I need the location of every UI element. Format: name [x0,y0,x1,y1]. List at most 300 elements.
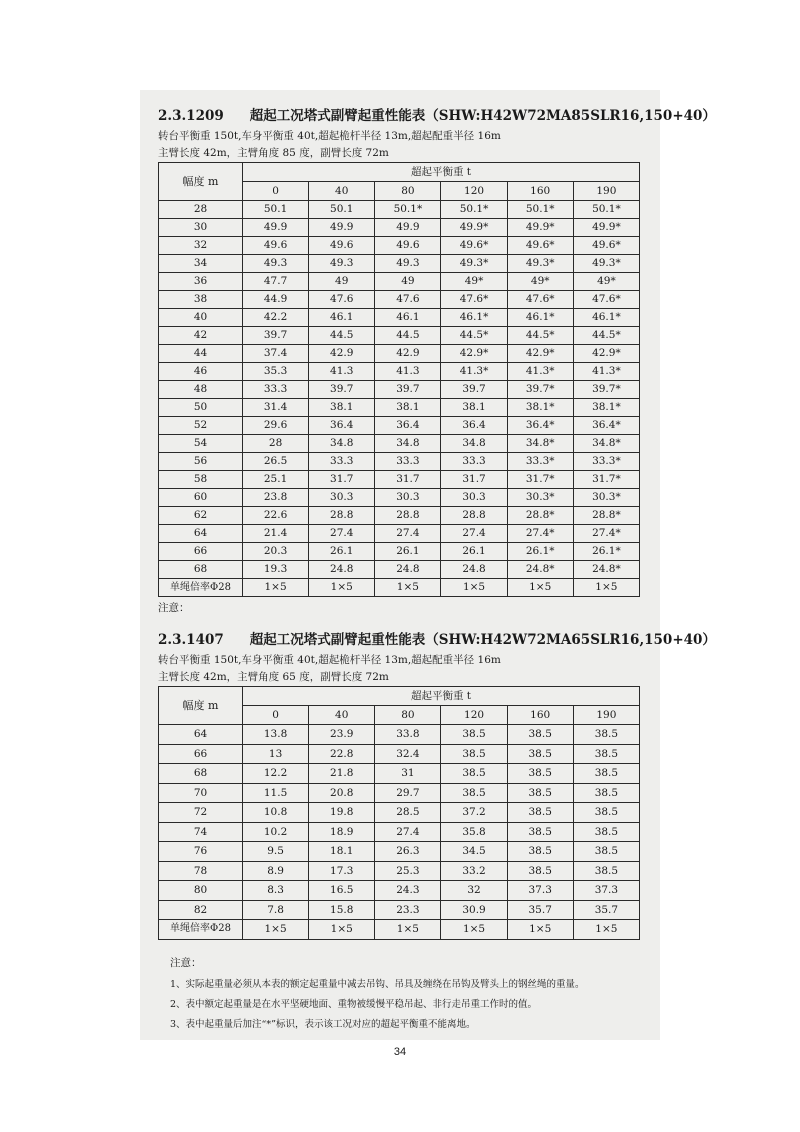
radius-cell: 56 [159,453,243,471]
capacity-cell: 44.9 [243,291,309,309]
capacity-cell: 46.1* [507,309,573,327]
capacity-cell: 32 [441,881,507,901]
capacity-cell: 26.5 [243,453,309,471]
capacity-cell: 32.4 [375,744,441,764]
capacity-cell: 35.8 [441,822,507,842]
radius-cell: 74 [159,822,243,842]
counterweight-column-header: 160 [507,182,573,201]
capacity-cell: 18.1 [309,842,375,862]
capacity-cell: 33.3 [441,453,507,471]
capacity-cell: 31.7 [375,471,441,489]
capacity-cell: 42.9 [375,345,441,363]
capacity-cell: 38.1 [441,399,507,417]
capacity-cell: 41.3* [441,363,507,381]
capacity-cell: 1×5 [573,920,639,940]
capacity-cell: 22.6 [243,507,309,525]
capacity-cell: 50.1* [573,201,639,219]
capacity-cell: 44.5 [309,327,375,345]
capacity-cell: 38.5 [507,803,573,823]
radius-cell: 60 [159,489,243,507]
capacity-cell: 50.1 [243,201,309,219]
capacity-cell: 38.5 [507,861,573,881]
radius-cell: 68 [159,764,243,784]
capacity-cell: 50.1* [441,201,507,219]
capacity-cell: 49* [441,273,507,291]
capacity-cell: 49.9* [573,219,639,237]
capacity-cell: 42.9* [507,345,573,363]
table-row [159,920,640,940]
capacity-cell: 30.3* [507,489,573,507]
capacity-cell: 49.6 [375,237,441,255]
counterweight-column-header: 80 [375,182,441,201]
counterweight-column-header: 190 [573,706,639,725]
section-heading [158,628,716,648]
capacity-cell: 49.6 [243,237,309,255]
capacity-cell: 27.4 [441,525,507,543]
radius-cell: 82 [159,900,243,920]
radius-cell: 46 [159,363,243,381]
table-row [159,327,640,345]
radius-column-header: 幅度 m [159,163,243,201]
capacity-cell: 30.3* [573,489,639,507]
capacity-cell: 39.7 [243,327,309,345]
table-row [159,435,640,453]
table-row [159,219,640,237]
capacity-cell: 11.5 [243,783,309,803]
capacity-cell: 26.3 [375,842,441,862]
radius-cell: 66 [159,744,243,764]
capacity-cell: 38.5 [441,764,507,784]
capacity-cell: 31.7 [441,471,507,489]
capacity-cell: 1×5 [375,579,441,597]
capacity-cell: 41.3* [573,363,639,381]
capacity-cell: 44.5* [573,327,639,345]
table-row [159,525,640,543]
section-heading [158,104,716,124]
capacity-cell: 20.3 [243,543,309,561]
counterweight-column-header: 0 [243,706,309,725]
capacity-cell: 30.9 [441,900,507,920]
section-2-3-1209 [158,104,716,615]
table-row [159,764,640,784]
capacity-cell: 49.3 [309,255,375,273]
counterweight-group-header: 超起平衡重 t [243,687,640,706]
capacity-cell: 26.1 [441,543,507,561]
counterweight-column-header: 160 [507,706,573,725]
capacity-cell: 26.1* [573,543,639,561]
capacity-cell: 9.5 [243,842,309,862]
table-row [159,744,640,764]
capacity-cell: 27.4* [573,525,639,543]
radius-cell: 64 [159,525,243,543]
capacity-cell: 28.8* [573,507,639,525]
capacity-cell: 38.5 [441,783,507,803]
capacity-cell: 24.8 [441,561,507,579]
radius-cell: 70 [159,783,243,803]
capacity-cell: 38.5 [573,803,639,823]
notes-block [170,955,650,1036]
capacity-cell: 17.3 [309,861,375,881]
radius-cell: 54 [159,435,243,453]
counterweight-column-header: 40 [309,182,375,201]
table-row [159,201,640,219]
capacity-cell: 27.4 [375,525,441,543]
capacity-cell: 38.1* [507,399,573,417]
capacity-cell: 24.8* [573,561,639,579]
radius-cell: 32 [159,237,243,255]
page-number: 34 [393,1046,407,1058]
capacity-cell: 35.3 [243,363,309,381]
table-row [159,363,640,381]
capacity-cell: 27.4* [507,525,573,543]
note-item-3: 3、表中起重量后加注“*”标识，表示该工况对应的超起平衡重不能离地。 [170,1019,476,1030]
capacity-cell: 1×5 [243,579,309,597]
table-row [159,861,640,881]
counterweight-column-header: 190 [573,182,639,201]
capacity-cell: 7.8 [243,900,309,920]
capacity-cell: 49.3* [573,255,639,273]
radius-cell: 58 [159,471,243,489]
capacity-cell: 25.1 [243,471,309,489]
capacity-cell: 31.4 [243,399,309,417]
capacity-cell: 38.5 [573,861,639,881]
capacity-cell: 20.8 [309,783,375,803]
capacity-cell: 42.2 [243,309,309,327]
capacity-cell: 10.8 [243,803,309,823]
capacity-cell: 49.9 [309,219,375,237]
capacity-cell: 38.5 [507,764,573,784]
capacity-cell: 31 [375,764,441,784]
capacity-cell: 29.7 [375,783,441,803]
capacity-cell: 34.8 [441,435,507,453]
table-row [159,803,640,823]
section-number: 2.3.1209 [158,108,224,124]
capacity-cell: 28.5 [375,803,441,823]
capacity-cell: 23.9 [309,725,375,745]
section-title: 超起工况塔式副臂起重性能表（SHW:H42W72MA85SLR16,150+40） [249,108,716,124]
load-chart-table-1 [158,162,640,597]
radius-cell: 38 [159,291,243,309]
capacity-cell: 38.5 [441,744,507,764]
table-row [159,381,640,399]
capacity-cell: 31.7* [507,471,573,489]
table-row [159,471,640,489]
capacity-cell: 28.8 [309,507,375,525]
capacity-cell: 1×5 [441,920,507,940]
section-number: 2.3.1407 [158,632,224,648]
table-row [159,507,640,525]
capacity-cell: 34.5 [441,842,507,862]
table-row [159,783,640,803]
radius-cell: 62 [159,507,243,525]
radius-cell: 52 [159,417,243,435]
capacity-cell: 47.7 [243,273,309,291]
capacity-cell: 38.5 [573,764,639,784]
note-label: 注意： [158,602,190,614]
radius-cell: 36 [159,273,243,291]
table-row [159,489,640,507]
radius-cell: 64 [159,725,243,745]
capacity-cell: 27.4 [375,822,441,842]
capacity-cell: 38.5 [573,842,639,862]
radius-cell: 40 [159,309,243,327]
capacity-cell: 33.3* [507,453,573,471]
capacity-cell: 49 [309,273,375,291]
table-row [159,822,640,842]
capacity-cell: 21.8 [309,764,375,784]
counterweight-column-header: 120 [441,182,507,201]
capacity-cell: 38.5 [573,725,639,745]
capacity-cell: 35.7 [507,900,573,920]
capacity-cell: 23.8 [243,489,309,507]
capacity-cell: 33.3 [375,453,441,471]
capacity-cell: 38.1 [309,399,375,417]
capacity-cell: 1×5 [309,920,375,940]
capacity-cell: 38.5 [573,783,639,803]
capacity-cell: 49.3* [507,255,573,273]
table-row [159,309,640,327]
capacity-cell: 37.4 [243,345,309,363]
table-row [159,291,640,309]
capacity-cell: 41.3* [507,363,573,381]
capacity-cell: 33.2 [441,861,507,881]
capacity-cell: 38.1 [375,399,441,417]
radius-cell: 78 [159,861,243,881]
table-row [159,561,640,579]
capacity-cell: 50.1* [507,201,573,219]
table-row [159,900,640,920]
counterweight-column-header: 80 [375,706,441,725]
capacity-cell: 8.9 [243,861,309,881]
capacity-cell: 33.3 [243,381,309,399]
capacity-cell: 25.3 [375,861,441,881]
capacity-cell: 49.9* [507,219,573,237]
capacity-cell: 46.1 [309,309,375,327]
section-title: 超起工况塔式副臂起重性能表（SHW:H42W72MA65SLR16,150+40） [249,632,716,648]
capacity-cell: 1×5 [309,579,375,597]
radius-cell: 44 [159,345,243,363]
capacity-cell: 10.2 [243,822,309,842]
capacity-cell: 13.8 [243,725,309,745]
capacity-cell: 47.6* [507,291,573,309]
capacity-cell: 34.8 [375,435,441,453]
capacity-cell: 28.8 [375,507,441,525]
capacity-cell: 1×5 [507,920,573,940]
capacity-cell: 49.6 [309,237,375,255]
table-row [159,881,640,901]
capacity-cell: 23.3 [375,900,441,920]
capacity-cell: 19.8 [309,803,375,823]
radius-cell: 50 [159,399,243,417]
capacity-cell: 49* [573,273,639,291]
capacity-cell: 34.8 [309,435,375,453]
capacity-cell: 38.5 [507,822,573,842]
capacity-cell: 38.1* [573,399,639,417]
capacity-cell: 12.2 [243,764,309,784]
capacity-cell: 38.5 [507,744,573,764]
config-line-1: 转台平衡重 150t,车身平衡重 40t,超起桅杆半径 13m,超起配重半径 16m [158,654,501,666]
capacity-cell: 27.4 [309,525,375,543]
radius-cell: 42 [159,327,243,345]
capacity-cell: 38.5 [507,842,573,862]
capacity-cell: 36.4* [507,417,573,435]
load-chart-table-2 [158,686,640,940]
capacity-cell: 33.3* [573,453,639,471]
capacity-cell: 49.3 [243,255,309,273]
capacity-cell: 36.4 [309,417,375,435]
capacity-cell: 46.1 [375,309,441,327]
config-line-2: 主臂长度 42m，主臂角度 85 度，副臂长度 72m [158,147,389,159]
capacity-cell: 19.3 [243,561,309,579]
capacity-cell: 42.9* [573,345,639,363]
capacity-cell: 35.7 [573,900,639,920]
radius-cell: 单绳倍率Φ28 [159,579,243,597]
capacity-cell: 24.8 [309,561,375,579]
table-row [159,543,640,561]
table-row [159,842,640,862]
capacity-cell: 38.5 [573,822,639,842]
capacity-cell: 1×5 [375,920,441,940]
capacity-cell: 42.9 [309,345,375,363]
capacity-cell: 37.3 [507,881,573,901]
table-row [159,417,640,435]
capacity-cell: 36.4 [375,417,441,435]
table-row [159,453,640,471]
capacity-cell: 38.5 [441,725,507,745]
capacity-cell: 24.8* [507,561,573,579]
capacity-cell: 28.8 [441,507,507,525]
capacity-cell: 44.5* [441,327,507,345]
config-line-2: 主臂长度 42m，主臂角度 65 度，副臂长度 72m [158,671,389,683]
capacity-cell: 24.3 [375,881,441,901]
capacity-cell: 46.1* [441,309,507,327]
radius-cell: 30 [159,219,243,237]
capacity-cell: 38.5 [573,744,639,764]
capacity-cell: 38.5 [507,725,573,745]
capacity-cell: 1×5 [243,920,309,940]
capacity-cell: 39.7 [441,381,507,399]
capacity-cell: 34.8* [573,435,639,453]
radius-cell: 单绳倍率Φ28 [159,920,243,940]
capacity-cell: 37.3 [573,881,639,901]
capacity-cell: 36.4 [441,417,507,435]
capacity-cell: 44.5 [375,327,441,345]
capacity-cell: 28 [243,435,309,453]
capacity-cell: 1×5 [573,579,639,597]
capacity-cell: 28.8* [507,507,573,525]
counterweight-group-header: 超起平衡重 t [243,163,640,182]
capacity-cell: 49.6* [573,237,639,255]
capacity-cell: 49.6* [507,237,573,255]
capacity-cell: 34.8* [507,435,573,453]
radius-column-header: 幅度 m [159,687,243,725]
capacity-cell: 39.7 [309,381,375,399]
capacity-cell: 41.3 [309,363,375,381]
capacity-cell: 26.1* [507,543,573,561]
capacity-cell: 39.7* [573,381,639,399]
radius-cell: 72 [159,803,243,823]
capacity-cell: 16.5 [309,881,375,901]
table-row [159,255,640,273]
capacity-cell: 50.1 [309,201,375,219]
capacity-cell: 30.3 [309,489,375,507]
capacity-cell: 30.3 [441,489,507,507]
capacity-cell: 44.5* [507,327,573,345]
radius-cell: 80 [159,881,243,901]
radius-cell: 48 [159,381,243,399]
table-row [159,237,640,255]
capacity-cell: 1×5 [441,579,507,597]
capacity-cell: 13 [243,744,309,764]
capacity-cell: 26.1 [309,543,375,561]
capacity-cell: 50.1* [375,201,441,219]
capacity-cell: 33.8 [375,725,441,745]
capacity-cell: 15.8 [309,900,375,920]
capacity-cell: 37.2 [441,803,507,823]
capacity-cell: 46.1* [573,309,639,327]
capacity-cell: 49.9* [441,219,507,237]
counterweight-column-header: 40 [309,706,375,725]
capacity-cell: 39.7 [375,381,441,399]
table-row [159,579,640,597]
radius-cell: 34 [159,255,243,273]
capacity-cell: 24.8 [375,561,441,579]
counterweight-column-header: 120 [441,706,507,725]
capacity-cell: 21.4 [243,525,309,543]
capacity-cell: 36.4* [573,417,639,435]
capacity-cell: 49.3* [441,255,507,273]
capacity-cell: 33.3 [309,453,375,471]
capacity-cell: 49.9 [375,219,441,237]
notes-title: 注意： [170,957,202,969]
capacity-cell: 49.6* [441,237,507,255]
table-row [159,273,640,291]
table-row [159,345,640,363]
section-2-3-1407 [158,628,716,940]
capacity-cell: 18.9 [309,822,375,842]
radius-cell: 66 [159,543,243,561]
capacity-cell: 49.3 [375,255,441,273]
radius-cell: 28 [159,201,243,219]
capacity-cell: 31.7 [309,471,375,489]
capacity-cell: 38.5 [507,783,573,803]
radius-cell: 68 [159,561,243,579]
config-line-1: 转台平衡重 150t,车身平衡重 40t,超起桅杆半径 13m,超起配重半径 16m [158,130,501,142]
capacity-cell: 31.7* [573,471,639,489]
table-row [159,399,640,417]
capacity-cell: 29.6 [243,417,309,435]
capacity-cell: 39.7* [507,381,573,399]
capacity-cell: 1×5 [507,579,573,597]
note-item-1: 1、实际起重量必须从本表的额定起重量中减去吊钩、吊具及缠绕在吊钩及臂头上的钢丝绳的重量。 [170,979,585,990]
capacity-cell: 49.9 [243,219,309,237]
capacity-cell: 47.6* [573,291,639,309]
capacity-cell: 8.3 [243,881,309,901]
counterweight-column-header: 0 [243,182,309,201]
capacity-cell: 41.3 [375,363,441,381]
note-item-2: 2、表中额定起重量是在水平坚硬地面、重物被缓慢平稳吊起、非行走吊重工作时的值。 [170,999,538,1010]
capacity-cell: 42.9* [441,345,507,363]
capacity-cell: 47.6 [309,291,375,309]
radius-cell: 76 [159,842,243,862]
capacity-cell: 22.8 [309,744,375,764]
capacity-cell: 47.6 [375,291,441,309]
capacity-cell: 30.3 [375,489,441,507]
capacity-cell: 49* [507,273,573,291]
capacity-cell: 26.1 [375,543,441,561]
capacity-cell: 49 [375,273,441,291]
capacity-cell: 47.6* [441,291,507,309]
